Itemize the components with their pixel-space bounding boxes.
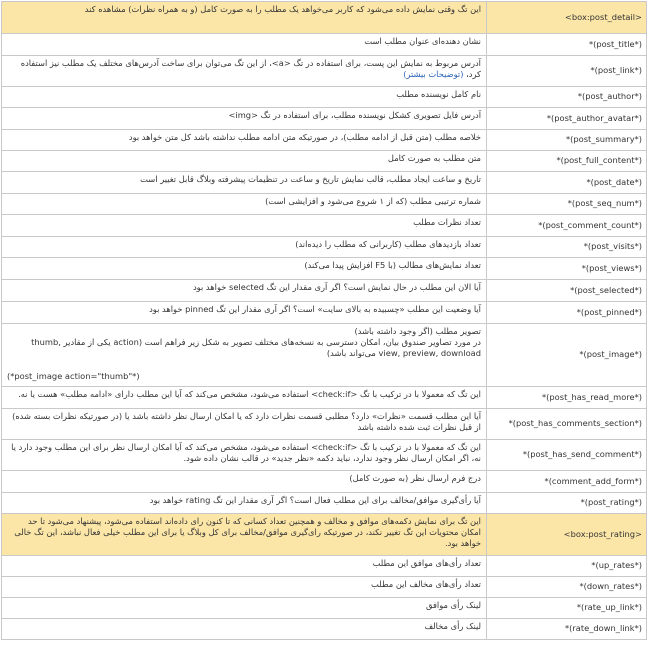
description-line: این تگ وقتی نمایش داده می‌شود که کاربر می‌خواهد یک مطلب را به صورت کامل (و به همراه نظرات) مشاهده کند (84, 4, 481, 14)
description-line: درج فرم ارسال نظر (به صورت کامل) (349, 473, 481, 483)
description-line: این تگ که معمولا با در ترکیب با تگ <check:if> استفاده می‌شود، مشخص می‌کند که آیا امکان ارسال نظر برای این مطلب وجود دارد یا نه، اگر امکان ارسال نظر وجود ندارد، نباید دکمه «نظر جدید» در قالب نشان داده شود. (11, 442, 481, 464)
tag-row (2, 215, 647, 237)
tag-name: *(post_link*) (487, 56, 647, 87)
description-line: آدرس فایل تصویری کشکل نویسنده مطلب، برای استفاده در تگ <img> (228, 110, 481, 120)
tag-row (2, 514, 647, 556)
tag-row (2, 172, 647, 194)
tag-description (2, 56, 487, 87)
tag-row (2, 194, 647, 215)
tag-name: *(post_rating*) (487, 493, 647, 514)
tag-description (2, 215, 487, 237)
tag-row (2, 440, 647, 471)
tag-row (2, 151, 647, 172)
tag-row (2, 577, 647, 598)
tag-row (2, 34, 647, 56)
tag-row (2, 324, 647, 387)
description-line: تعداد بازدیدهای مطلب (کاربرانی که مطلب را دیده‌اند) (295, 239, 481, 249)
tag-name: *(post_has_comments_section*) (487, 409, 647, 440)
tag-name: *(post_seq_num*) (487, 194, 647, 215)
tag-row (2, 258, 647, 280)
description-line: آیا وضعیت این مطلب «چسبیده به بالای سایت» است؟ اگر آری مقدار این تگ pinned خواهد بود (149, 304, 481, 314)
description-line: تعداد رأی‌های موافق این مطلب (372, 558, 481, 568)
description-line: تصویر مطلب (اگر وجود داشته باشد) (354, 326, 481, 336)
tag-description (2, 258, 487, 280)
tag-description (2, 619, 487, 640)
tag-description (2, 409, 487, 440)
tag-name: <box:post_rating> (487, 514, 647, 556)
description-line: متن مطلب به صورت کامل (387, 153, 481, 163)
tag-name: *(post_visits*) (487, 237, 647, 258)
description-line: تعداد نظرات مطلب (413, 217, 481, 227)
tag-name: *(post_author_avatar*) (487, 108, 647, 130)
more-info-link[interactable]: (توضیحات بیشتر) (403, 69, 464, 80)
description-line: نام کامل نویسنده مطلب (396, 89, 481, 99)
tag-description (2, 2, 487, 34)
tag-row (2, 493, 647, 514)
tag-description (2, 108, 487, 130)
tag-name: *(post_full_content*) (487, 151, 647, 172)
tag-description (2, 387, 487, 409)
tag-row (2, 409, 647, 440)
tag-row (2, 87, 647, 108)
tag-description (2, 172, 487, 194)
description-line: این تگ برای نمایش دکمه‌های موافق و مخالف و همچنین تعداد کسانی که تا کنون رای داده‌اند استفاده می‌شود، پیشنهاد می‌شود تا حد امکان محتویات این تگ تغییر نکند، در صورتیکه رای‌گیری موافق/مخالف برای کل وبلاگ یا برای این مطلب خیلی فعال نباشد، این تگ خالی خواهد بود. (14, 516, 481, 549)
tag-row (2, 56, 647, 87)
tag-row (2, 130, 647, 151)
tag-description (2, 237, 487, 258)
tag-row (2, 387, 647, 409)
tag-description (2, 87, 487, 108)
template-tags-body (2, 2, 647, 640)
description-line: لینک رأی مخالف (424, 621, 481, 631)
template-tags-table (1, 1, 647, 640)
tag-name: *(rate_down_link*) (487, 619, 647, 640)
tag-description (2, 151, 487, 172)
spacer (7, 360, 481, 371)
description-line: شماره ترتیبی مطلب (که از ۱ شروع می‌شود و افزایشی است) (265, 196, 481, 206)
description-line: تعداد رأی‌های مخالف این مطلب (371, 579, 481, 589)
tag-description (2, 577, 487, 598)
tag-name: *(post_selected*) (487, 280, 647, 302)
tag-description (2, 194, 487, 215)
tag-name: *(post_pinned*) (487, 302, 647, 324)
example-code: (*post_image action="thumb"*) (7, 370, 140, 381)
description-line: تاریخ و ساعت ایجاد مطلب، قالب نمایش تاریخ و ساعت در تنظیمات پیشرفته وبلاگ قابل تغییر است (140, 174, 481, 184)
tag-description (2, 324, 487, 387)
tag-name: *(post_summary*) (487, 130, 647, 151)
tag-row (2, 598, 647, 619)
tag-name: <box:post_detail> (487, 2, 647, 34)
tag-row (2, 471, 647, 493)
tag-name: *(post_has_read_more*) (487, 387, 647, 409)
tag-row (2, 556, 647, 577)
description-line: آیا الان این مطلب در حال نمایش است؟ اگر آری مقدار این تگ selected خواهد بود (192, 282, 481, 292)
tag-name: *(post_image*) (487, 324, 647, 387)
tag-description (2, 514, 487, 556)
description-line: آیا این مطلب قسمت «نظرات» دارد؟ مطلبی قسمت نظرات دارد که یا امکان ارسال نظر داشته باشد یا (در صورتیکه نظرات بسته شده) از قبل نظرات ثبت شده داشته باشد (12, 411, 481, 433)
tag-name: *(post_has_send_comment*) (487, 440, 647, 471)
description-line: نشان دهنده‌ای عنوان مطلب است (364, 36, 481, 46)
tag-description (2, 302, 487, 324)
tag-name: *(post_views*) (487, 258, 647, 280)
tag-description (2, 598, 487, 619)
tag-description (2, 130, 487, 151)
tag-name: *(down_rates*) (487, 577, 647, 598)
tag-name: *(up_rates*) (487, 556, 647, 577)
tag-description (2, 493, 487, 514)
description-line: آدرس مربوط به نمایش این پست، برای استفاده در تگ <a>، از این تگ می‌توان برای ساخت آدرس‌های مختلف یک مطلب نیز استفاده کرد، (20, 58, 481, 80)
tag-name: *(rate_up_link*) (487, 598, 647, 619)
tag-description (2, 471, 487, 493)
tag-row (2, 302, 647, 324)
tag-row (2, 619, 647, 640)
tag-description (2, 280, 487, 302)
description-line: خلاصه مطلب (متن قبل از ادامه مطلب)، در صورتیکه متن ادامه مطلب نداشته باشد کل متن خواهد بود (128, 132, 481, 142)
tag-row (2, 237, 647, 258)
tag-description (2, 556, 487, 577)
description-line: آیا رأی‌گیری موافق/مخالف برای این مطلب فعال است؟ اگر آری مقدار این تگ rating خواهد بود (149, 495, 481, 505)
tag-description (2, 34, 487, 56)
tag-row (2, 108, 647, 130)
tag-name: *(comment_add_form*) (487, 471, 647, 493)
tag-name: *(post_comment_count*) (487, 215, 647, 237)
tag-name: *(post_date*) (487, 172, 647, 194)
description-line: این تگ که معمولا با در ترکیب با تگ <check:if> استفاده می‌شود، مشخص می‌کند که آیا این مطلب دارای «ادامه مطلب» هست یا نه. (18, 389, 481, 399)
tag-row (2, 2, 647, 34)
description-line: در مورد تصاویر صندوق بیان، امکان دسترسی به نسخه‌های مختلف تصویر به شکل زیر فراهم است (action یکی از مقادیر thumb, view, preview, download می‌تواند باشد) (31, 337, 481, 359)
description-line: لینک رأی موافق (426, 600, 481, 610)
description-line: تعداد نمایش‌های مطالب (با F5 افزایش پیدا می‌کند) (304, 260, 481, 270)
tag-name: *(post_title*) (487, 34, 647, 56)
tag-row (2, 280, 647, 302)
tag-description (2, 440, 487, 471)
tag-name: *(post_author*) (487, 87, 647, 108)
